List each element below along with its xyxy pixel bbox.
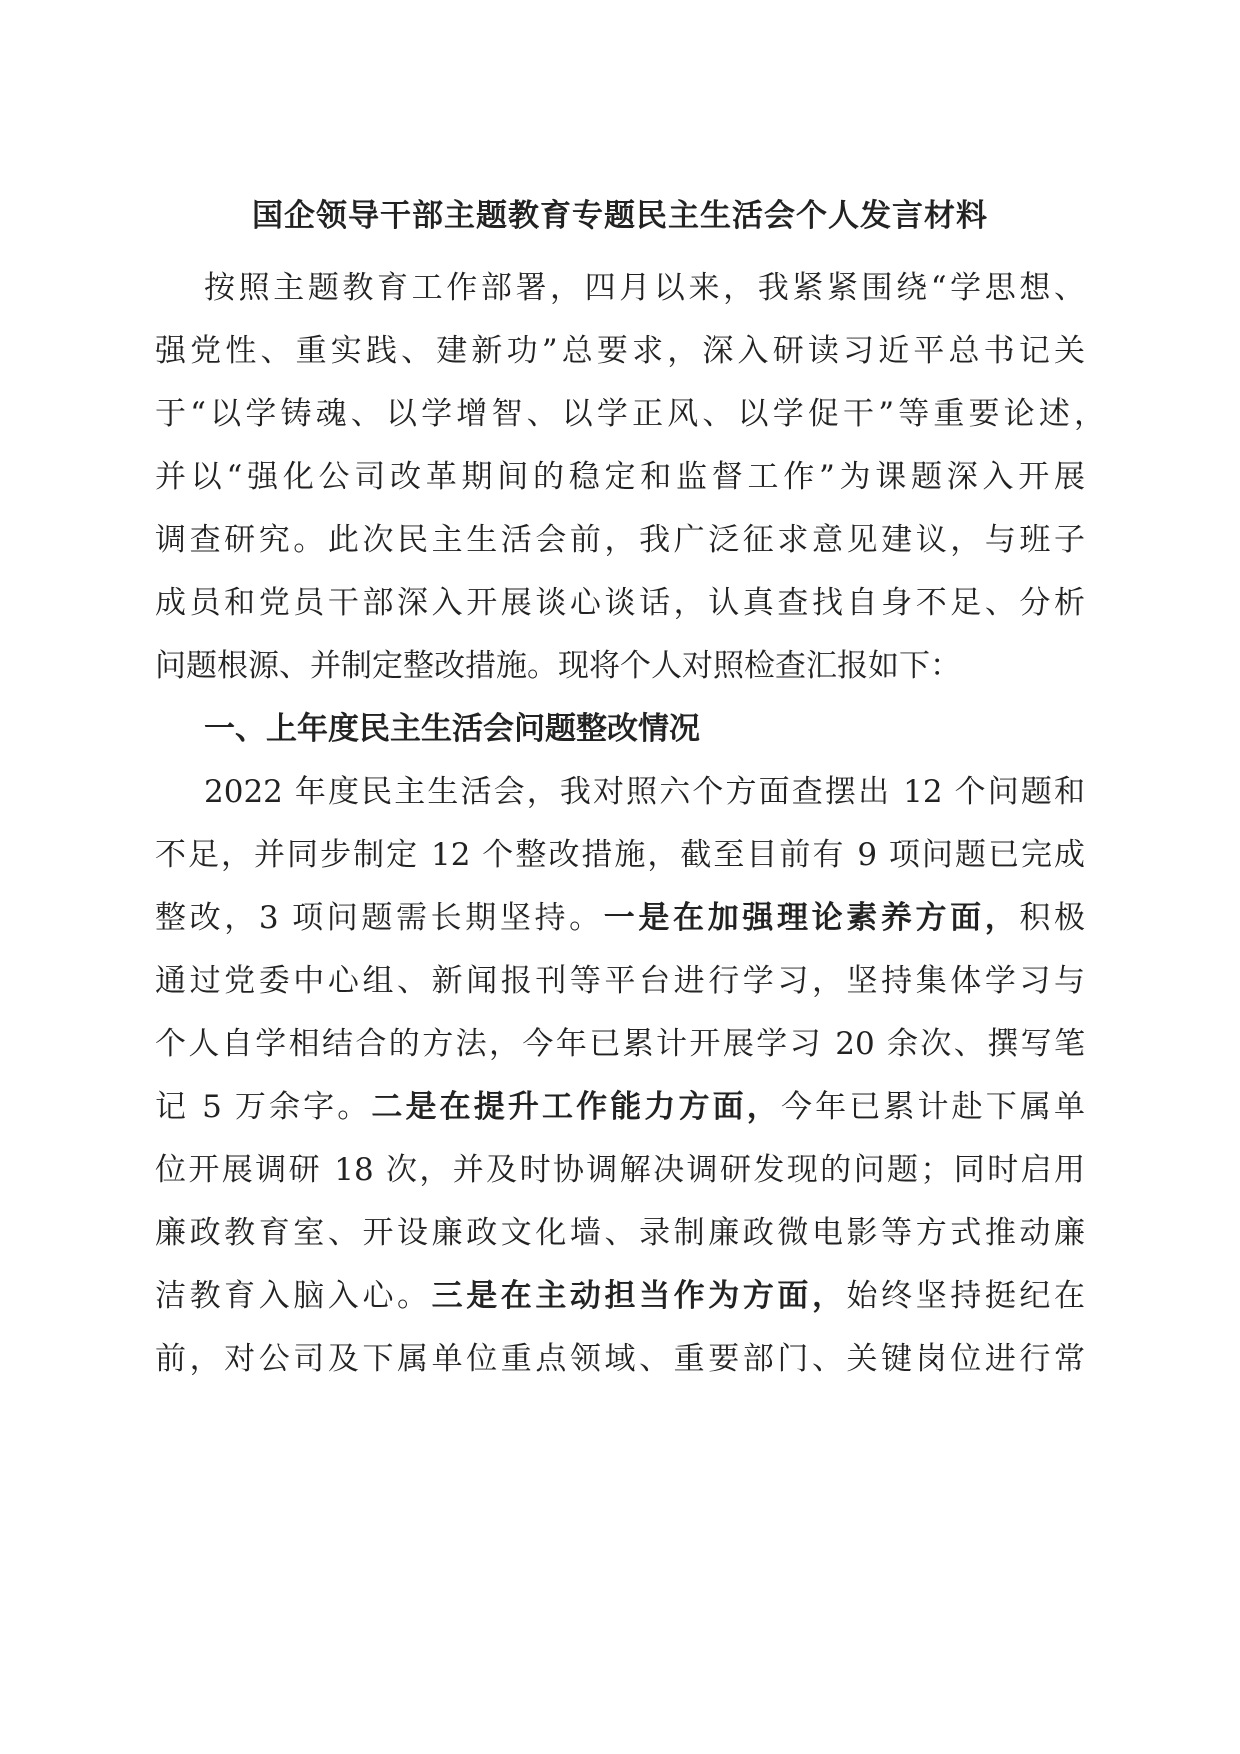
section1-line-9	[155, 1271, 1085, 1321]
section-heading-1: 一、上年度民主生活会问题整改情况	[204, 711, 700, 747]
plain-text: 整改，3 项问题需长期坚持。	[155, 900, 604, 936]
section1-line-6	[155, 1082, 1085, 1132]
document-title: 国企领导干部主题教育专题民主生活会个人发言材料	[252, 198, 988, 234]
plain-text: 记 5 万余字。	[155, 1089, 372, 1125]
section1-line-3	[155, 893, 1085, 943]
intro-line-4: 并以“强化公司改革期间的稳定和监督工作”为课题深入开展	[155, 459, 1085, 495]
intro-line-7: 问题根源、并制定整改措施。现将个人对照检查汇报如下：	[155, 648, 961, 684]
plain-text: 今年已累计赴下属单	[780, 1089, 1086, 1125]
intro-line-1: 按照主题教育工作部署，四月以来，我紧紧围绕“学思想、	[204, 270, 1085, 306]
intro-line-5: 调查研究。此次民主生活会前，我广泛征求意见建议，与班子	[155, 522, 1085, 558]
section1-line-7: 位开展调研 18 次，并及时协调解决调研发现的问题；同时启用	[155, 1152, 1085, 1188]
intro-line-3: 于“以学铸魂、以学增智、以学正风、以学促干”等重要论述，	[155, 396, 1105, 432]
plain-text: 洁教育入脑入心。	[155, 1278, 432, 1314]
bold-lead-1: 一是在加强理论素养方面，	[603, 900, 1020, 936]
section1-line-8: 廉政教育室、开设廉政文化墙、录制廉政微电影等方式推动廉	[155, 1215, 1085, 1251]
bold-lead-3: 三是在主动担当作为方面，	[431, 1278, 847, 1314]
section1-line-10: 前，对公司及下属单位重点领域、重要部门、关键岗位进行常	[155, 1341, 1085, 1377]
bold-lead-2: 二是在提升工作能力方面，	[371, 1089, 781, 1125]
plain-text: 始终坚持挺纪在	[846, 1278, 1086, 1314]
intro-line-6: 成员和党员干部深入开展谈心谈话，认真查找自身不足、分析	[155, 585, 1085, 621]
section1-line-5: 个人自学相结合的方法，今年已累计开展学习 20 余次、撰写笔	[155, 1026, 1085, 1062]
section1-line-4: 通过党委中心组、新闻报刊等平台进行学习，坚持集体学习与	[155, 963, 1085, 999]
intro-line-2: 强党性、重实践、建新功”总要求，深入研读习近平总书记关	[155, 333, 1085, 369]
plain-text: 积极	[1019, 900, 1086, 936]
section1-line-2: 不足，并同步制定 12 个整改措施，截至目前有 9 项问题已完成	[155, 837, 1085, 873]
section1-line-1: 2022 年度民主生活会，我对照六个方面查摆出 12 个问题和	[204, 774, 1085, 810]
